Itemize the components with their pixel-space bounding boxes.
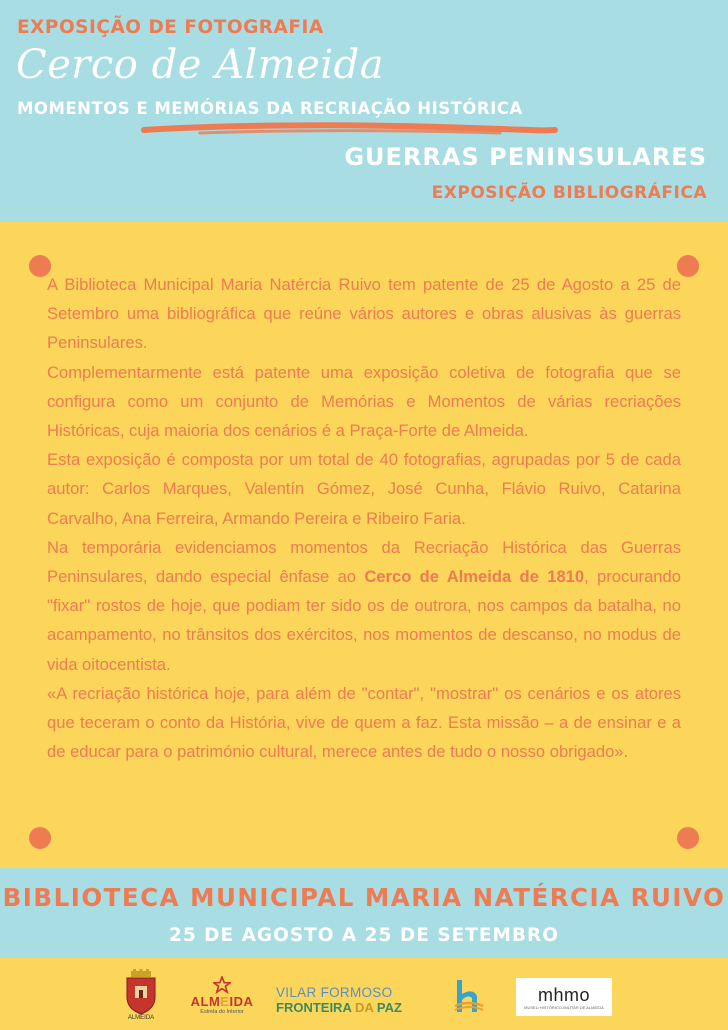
highlight-text: Cerco de Almeida de 1810 [364,567,585,587]
secondary-title: GUERRAS PENINSULARES [344,143,707,171]
paragraph: Esta exposição é composta por um total de 40 fotografias, agrupadas por 5 de cada autor: Carlos Marques, Valentín Gómez, José Cunha, Flávio Ruivo, Catarina Carvalho, Ana Ferreira, Armando Pereira e Ribeiro Faria. [47,450,681,528]
exhibition-subtitle: MOMENTOS E MEMÓRIAS DA RECRIAÇÃO HISTÓRICA [17,99,523,118]
library-icon [451,976,487,1016]
paragraph: A Biblioteca Municipal Maria Natércia Ruivo tem patente de 25 de Agosto a 25 de Setembro uma bibliográfica que reúne vários autores e obras alusivas às guerras Peninsulares. [47,275,681,353]
exhibition-dates: 25 DE AGOSTO A 25 DE SETEMBRO [168,925,560,946]
secondary-subtitle: EXPOSIÇÃO BIBLIOGRÁFICA [431,183,707,203]
exhibition-kicker: EXPOSIÇÃO DE FOTOGRAFIA [17,17,324,38]
paragraph: «A recriação histórica hoje, para além de "contar", "mostrar" os cenários e os atores que teceram o conto da História, vive de quem a faz. Esta missão – a de ensinar e a de educar para o património cultural, merece antes de tudo o nosso obrigado». [47,683,681,762]
brush-stroke [140,118,560,142]
vilar-formoso-logo: VILAR FORMOSO FRONTEIRA DA PAZ [276,985,402,1015]
almeida-crest-logo: ALMEIDA [118,966,164,1024]
star-icon [213,976,231,994]
venue-name: BIBLIOTECA MUNICIPAL MARIA NATÉRCIA RUIVO [2,883,726,912]
paragraph: Na temporária evidenciamos momentos da Recriação Histórica das Guerras Peninsulares, dando especial ênfase ao Cerco de Almeida de 1810, procurando "fixar" rostos de hoje, que podiam ter sido os de outrora, nos campos da batalha, no acampamento, no trânsitos dos exércitos, nos momentos de descanso, no modus de vida oitocentista. [47,537,681,674]
exhibition-title: Cerco de Almeida [16,42,385,88]
decorative-dot [29,827,51,849]
library-logo [434,970,504,1022]
almeida-municipality-logo: ALMEIDA Estrela do Interior [184,972,260,1018]
body-text [47,270,681,766]
crest-icon [121,969,161,1015]
mhmo-logo: mhmo MUSEU HISTÓRICO-MILITAR DE ALMEIDA [516,978,612,1016]
decorative-dot [677,827,699,849]
paragraph: Complementarmente está patente uma exposição coletiva de fotografia que se configura como um conjunto de Memórias e Momentos de várias recriações Históricas, cuja maioria dos cenários é a Praça-Forte de Almeida. [47,362,681,441]
